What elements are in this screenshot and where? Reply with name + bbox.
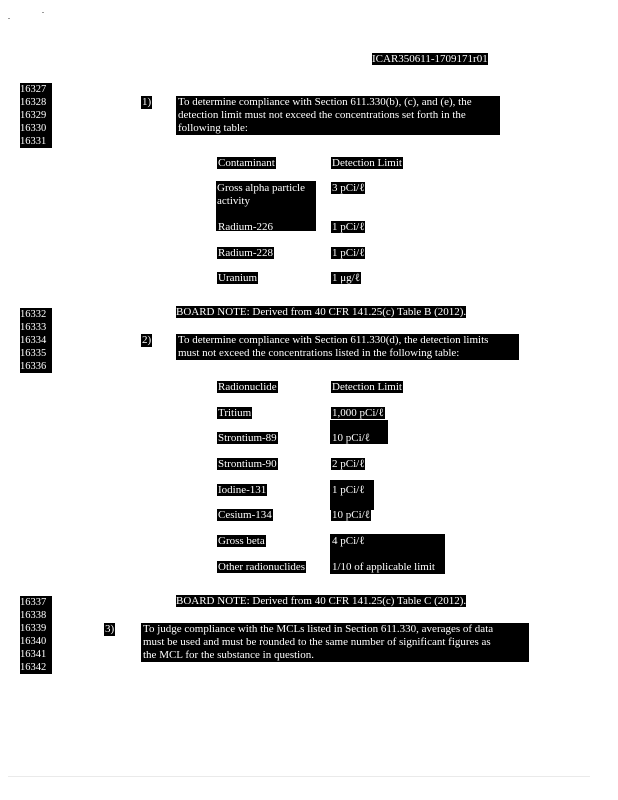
table-1-row-0-name: Gross alpha particle activity xyxy=(217,182,305,207)
table-2-row-5-name: Gross beta xyxy=(218,535,265,547)
line-number: 16334 xyxy=(20,334,52,347)
table-2-row-3-limit: 1 pCi/ℓ xyxy=(332,484,365,496)
table-2-row-6-name: Other radionuclides xyxy=(218,561,306,573)
line-number: 16336 xyxy=(20,360,52,373)
table-1-row-2-name: Radium-228 xyxy=(218,247,273,259)
table-1-row-1-name: Radium-226 xyxy=(218,221,273,233)
item-2-line: must not exceed the concentrations listed in the following table: xyxy=(178,347,460,359)
line-number: 16337 xyxy=(20,596,52,609)
line-numbers-group-2 xyxy=(20,308,52,373)
table-2-row-6-limit: 1/10 of applicable limit xyxy=(332,561,435,573)
line-number: 16333 xyxy=(20,321,52,334)
scan-speck xyxy=(8,18,10,19)
item-2-marker: 2) xyxy=(142,334,152,346)
line-numbers-group-3 xyxy=(20,596,52,674)
table-2-header-detection-limit: Detection Limit xyxy=(332,381,402,393)
scan-edge-line xyxy=(8,776,590,777)
item-2-line: To determine compliance with Section 611.330(d), the detection limits xyxy=(178,334,489,346)
table-2-row-3-name: Iodine-131 xyxy=(218,484,267,496)
table-2-row-0-limit: 1,000 pCi/ℓ xyxy=(332,407,384,419)
item-1-paragraph xyxy=(176,96,500,135)
line-number: 16339 xyxy=(20,622,52,635)
item-2-paragraph xyxy=(176,334,519,360)
item-3-line: must be used and must be rounded to the same number of significant figures as xyxy=(143,636,491,648)
line-number: 16327 xyxy=(20,83,52,96)
item-3-line: the MCL for the substance in question. xyxy=(143,649,314,661)
table-2-row-5-limit: 4 pCi/ℓ xyxy=(332,535,365,547)
table-1-row-1-limit: 1 pCi/ℓ xyxy=(332,221,365,233)
line-number: 16331 xyxy=(20,135,52,148)
item-1-marker: 1) xyxy=(142,96,152,108)
table-2-header-radionuclide: Radionuclide xyxy=(218,381,277,393)
table-1-row-0-limit: 3 pCi/ℓ xyxy=(332,182,365,194)
line-number: 16341 xyxy=(20,648,52,661)
page-header-code xyxy=(372,53,488,66)
table-1-row-3-limit: 1 μg/ℓ xyxy=(332,272,360,284)
board-note-1: BOARD NOTE: Derived from 40 CFR 141.25(c) Table B (2012). xyxy=(176,306,467,318)
line-number: 16332 xyxy=(20,308,52,321)
table-2-row-4-limit: 10 pCi/ℓ xyxy=(332,509,370,521)
line-number: 16338 xyxy=(20,609,52,622)
table-1-row-3-name: Uranium xyxy=(218,272,258,284)
table-2-row-4-name: Cesium-134 xyxy=(218,509,272,521)
line-number: 16329 xyxy=(20,109,52,122)
line-number: 16342 xyxy=(20,661,52,674)
scan-speck xyxy=(42,12,44,13)
line-number: 16330 xyxy=(20,122,52,135)
table-2-row-0-name: Tritium xyxy=(218,407,252,419)
item-3-line: To judge compliance with the MCLs listed in Section 611.330, averages of data xyxy=(143,623,494,635)
table-2-row-1-limit: 10 pCi/ℓ xyxy=(332,432,370,444)
board-note-2: BOARD NOTE: Derived from 40 CFR 141.25(c) Table C (2012). xyxy=(176,595,467,607)
table-1-header-detection-limit: Detection Limit xyxy=(332,157,402,169)
line-number: 16328 xyxy=(20,96,52,109)
item-1-line: following table: xyxy=(178,122,248,134)
table-2-row-1-name: Strontium-89 xyxy=(218,432,277,444)
item-1-line: To determine compliance with Section 611.330(b), (c), and (e), the xyxy=(178,96,472,108)
line-number: 16335 xyxy=(20,347,52,360)
table-2-row-2-limit: 2 pCi/ℓ xyxy=(332,458,365,470)
item-1-line: detection limit must not exceed the concentrations set forth in the xyxy=(178,109,466,121)
line-number: 16340 xyxy=(20,635,52,648)
item-3-paragraph xyxy=(141,623,529,662)
table-1-header-contaminant: Contaminant xyxy=(218,157,275,169)
table-2-row-2-name: Strontium-90 xyxy=(218,458,277,470)
table-1-row-2-limit: 1 pCi/ℓ xyxy=(332,247,365,259)
line-numbers-group-1 xyxy=(20,83,52,148)
header-code-text: ICAR350611-1709171r01 xyxy=(372,53,488,65)
item-3-marker: 3) xyxy=(105,623,115,635)
